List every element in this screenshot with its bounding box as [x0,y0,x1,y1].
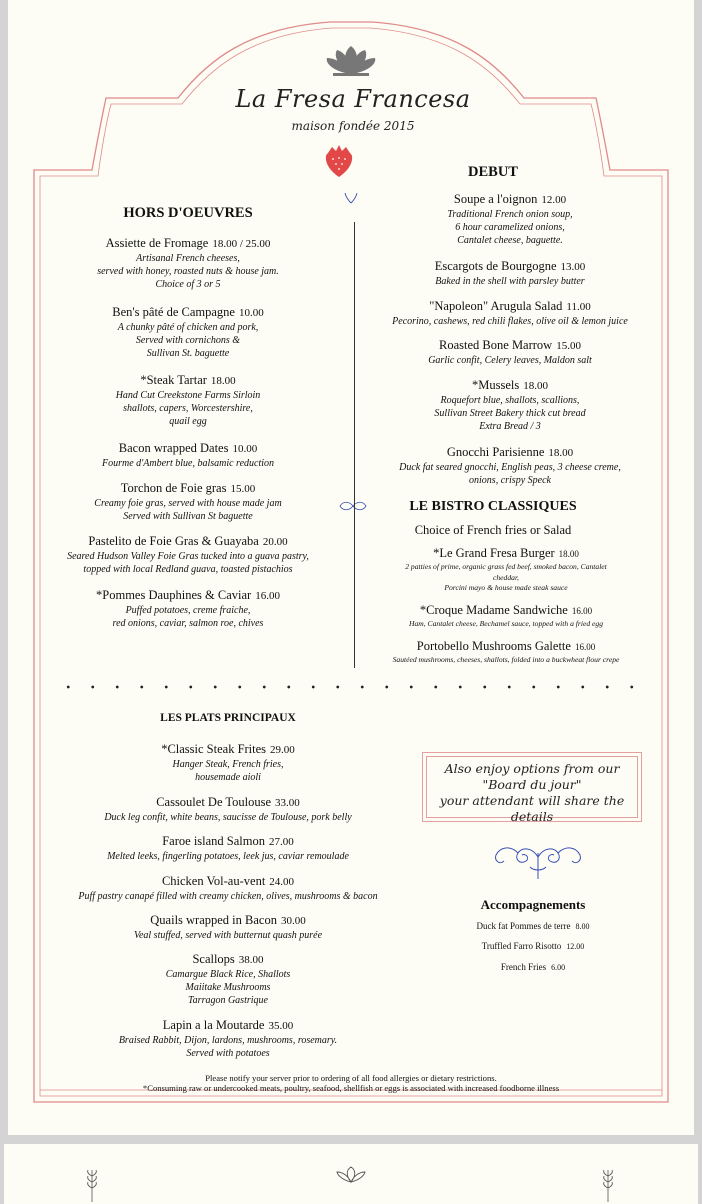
item-name: Lapin a la Moutarde [162,1018,265,1032]
accompagnement-name: French Fries [500,962,547,972]
item-description: Sullivan Street Bakery thick cut bread [434,408,586,420]
item-price: 35.00 [268,1020,294,1032]
bistro-item [374,544,638,594]
item-description: shallots, capers, Worcestershire, [123,403,253,415]
item-name: *Mussels [472,378,520,392]
hors-doeuvres-item [38,439,338,470]
board-du-jour-box [422,752,642,822]
item-description: served with honey, roasted nuts & house jam. [97,266,279,278]
item-description: Ham, Cantalet cheese, Bechamel sauce, topped with a fried egg [408,619,603,628]
item-price: 16.00 [571,606,593,616]
board-du-jour-text: Also enjoy options from our "Board du jour" your attendant will share the details [439,761,625,824]
item-name: *Croque Madame Sandwiche [419,603,568,617]
item-price: 15.00 [230,483,256,495]
item-description: Pecorino, cashews, red chili flakes, olive oil & lemon juice [392,316,628,327]
item-description: Hand Cut Creekstone Farms Sirloin [115,390,261,401]
plats-item [78,740,378,784]
bistro-item [374,637,638,666]
strawberry-icon [322,143,356,179]
item-description: Puff pastry canapé filled with creamy chicken, olives, mushrooms & bacon [78,891,378,902]
bistro-item [374,601,638,630]
hors-doeuvres-item [38,371,338,429]
plats-item [78,911,378,942]
item-description: Veal stuffed, served with butternut quash purée [133,930,323,941]
scroll-ornament-icon [492,843,584,883]
item-price: 16.00 [574,642,596,652]
accompagnements-title: Accompagnements [480,897,586,912]
item-description: Sullivan St. baguette [146,348,230,360]
item-description: Garlic confit, Celery leaves, Maldon salt [428,355,592,366]
item-description: Cantalet cheese, baguette. [457,235,563,247]
debut-item [372,336,648,367]
item-price: 18.00 [210,375,236,387]
item-name: Roasted Bone Marrow [439,338,553,352]
item-name: Escargots de Bourgogne [434,259,557,273]
item-description: Duck fat seared gnocchi, English peas, 3 cheese creme, [399,462,621,473]
item-price: 11.00 [566,301,591,313]
hors-doeuvres-item [38,479,338,523]
accompagnement-price: 12.00 [566,942,585,951]
plats-item [78,832,378,863]
hors-doeuvres-item [38,532,338,576]
plats-title: LES PLATS PRINCIPAUX [160,712,296,724]
item-description: topped with local Redland guava, toasted pistachios [83,564,293,576]
item-description: Served with Sullivan St baguette [123,511,253,523]
accompagnement-price: 8.00 [575,922,590,931]
item-name: Portobello Mushrooms Galette [416,639,571,653]
item-description: Tarragon Gastrique [188,995,268,1007]
item-price: 30.00 [280,915,306,927]
item-price: 33.00 [275,797,300,809]
leaf-sprig-middle-icon [339,500,367,512]
item-description: cheddar, [493,572,519,582]
item-price: 12.00 [541,194,567,206]
item-description: Braised Rabbit, Dijon, lardons, mushrooms, rosemary. [118,1035,338,1046]
item-description: Maiitake Mushrooms [185,982,271,994]
lotus-icon [334,1166,368,1184]
item-description: Hanger Steak, French fries, [172,759,284,770]
plats-item [78,1016,378,1060]
item-name: Soupe a l'oignon [453,192,538,206]
item-name: Ben's pâté de Campagne [112,305,235,319]
hors-doeuvres-item [38,303,338,361]
item-description: Sautéed mushrooms, cheeses, shallots, folded into a buckwheat flour crepe [392,655,620,664]
item-description: A chunky pâté of chicken and pork, [117,322,259,333]
debut-item [372,257,648,288]
item-price: 18.00 [558,549,579,559]
debut-title: DEBUT [468,164,518,180]
item-description: housemade aioli [195,772,261,784]
item-name: Cassoulet De Toulouse [156,795,272,809]
debut-item [372,297,648,328]
column-divider [354,222,355,668]
item-description: quail egg [169,416,207,428]
item-price: 27.00 [269,836,294,848]
item-price: 10.00 [232,443,258,455]
hors-doeuvres-title: HORS D'OEUVRES [123,205,253,221]
plats-item [78,872,378,903]
item-description: onions, crispy Speck [469,475,551,487]
item-name: "Napoleon" Arugula Salad [429,299,563,313]
item-description: 2 patties of prime, organic grass fed beef, smoked bacon, Cantalet [405,562,607,571]
item-price: 20.00 [262,536,288,548]
item-price: 29.00 [270,744,295,756]
item-price: 13.00 [560,261,586,273]
item-description: Melted leeks, fingerling potatoes, leek jus, caviar remoulade [107,851,349,862]
item-price: 18.00 [548,447,574,459]
restaurant-tagline: maison fondée 2015 [291,119,415,133]
item-description: Duck leg confit, white beans, saucisse de Toulouse, pork belly [104,812,352,823]
section-dotted-divider [56,684,646,690]
allergy-notice: Please notify your server prior to ordering of all food allergies or dietary restrictions. [205,1073,497,1083]
consumption-warning: *Consuming raw or undercooked meats, poultry, seafood, shellfish or eggs is associated with increased foodborne illness [142,1083,560,1093]
item-price: 16.00 [255,590,280,602]
debut-item [372,376,648,434]
menu-page [8,0,694,1135]
item-description: Extra Bread / 3 [479,421,541,433]
fan-logo-icon [321,44,381,80]
bistro-subtitle: Choice of French fries or Salad [414,523,572,537]
hors-doeuvres-item [38,234,338,292]
item-description: Served with potatoes [186,1048,270,1060]
item-name: *Le Grand Fresa Burger [433,546,555,560]
item-description: Traditional French onion soup, [447,209,573,220]
hors-doeuvres-item [38,586,338,630]
item-name: Faroe island Salmon [162,834,265,848]
item-name: Scallops [192,952,235,966]
laurel-left-icon [84,1166,100,1202]
item-name: *Pommes Dauphines & Caviar [96,588,252,602]
item-name: Quails wrapped in Bacon [150,913,277,927]
item-description: Choice of 3 or 5 [155,279,221,291]
item-name: Torchon de Foie gras [120,481,227,495]
debut-item [372,190,648,248]
item-description: Baked in the shell with parsley butter [435,276,585,287]
item-name: Assiette de Fromage [105,236,209,250]
item-name: Pastelito de Foie Gras & Guayaba [88,534,259,548]
accompagnement-item [438,921,628,931]
laurel-right-icon [600,1166,616,1202]
item-description: 6 hour caramelized onions, [455,222,565,234]
accompagnement-name: Truffled Farro Risotto [481,941,562,951]
item-description: Creamy foie gras, served with house made jam [94,498,282,509]
menu-page-2-preview [4,1144,698,1204]
plats-item [78,950,378,1008]
item-description: Camargue Black Rice, Shallots [165,969,291,980]
item-price: 18.00 [523,380,548,392]
plats-item [78,793,378,824]
item-description: red onions, caviar, salmon roe, chives [112,618,264,630]
item-name: Chicken Vol-au-vent [161,874,266,888]
item-description: Porcini mayo & house made steak sauce [444,583,568,592]
accompagnement-price: 6.00 [551,963,566,972]
debut-item [372,443,648,487]
accompagnement-item [438,941,628,951]
item-description: Fourme d'Ambert blue, balsamic reduction [101,458,275,469]
item-price: 18.00 / 25.00 [212,238,271,250]
accompagnement-item [438,962,628,972]
item-description: Roquefort blue, shallots, scallions, [440,395,580,406]
item-price: 10.00 [238,307,264,319]
item-name: *Steak Tartar [140,373,207,387]
restaurant-name: La Fresa Francesa [235,85,471,113]
item-name: Gnocchi Parisienne [446,445,545,459]
item-description: Served with cornichons & [135,335,241,347]
item-description: Puffed potatoes, creme fraiche, [125,605,251,616]
item-description: Seared Hudson Valley Foie Gras tucked into a guava pastry, [67,551,309,562]
leaf-sprig-top-icon [344,192,358,204]
bistro-title: LE BISTRO CLASSIQUES [409,499,577,514]
item-name: Bacon wrapped Dates [118,441,229,455]
item-price: 38.00 [238,954,264,966]
accompagnement-name: Duck fat Pommes de terre [476,921,571,931]
item-price: 15.00 [556,340,581,352]
item-name: *Classic Steak Frites [161,742,267,756]
item-price: 24.00 [269,876,295,888]
item-description: Artisanal French cheeses, [136,253,240,264]
